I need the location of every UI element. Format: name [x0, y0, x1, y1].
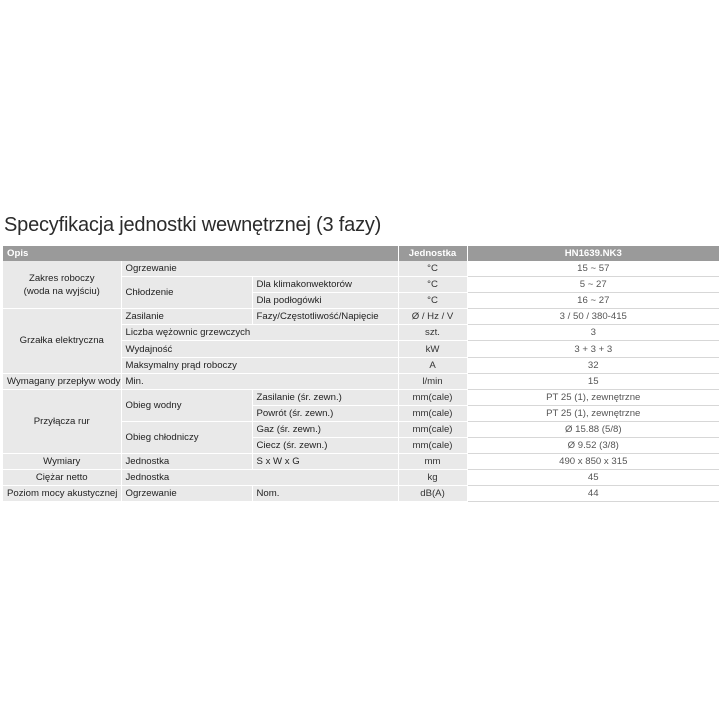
row-unit: mm(cale) — [398, 405, 467, 421]
row-unit: mm — [398, 454, 467, 470]
group-przylacza: Przyłącza rur — [3, 389, 121, 453]
row-value: PT 25 (1), zewnętrzne — [467, 389, 719, 405]
table-row — [3, 373, 719, 389]
row-unit: A — [398, 357, 467, 373]
spec-table — [3, 246, 719, 502]
row-label: Jednostka — [121, 454, 252, 470]
row-unit: mm(cale) — [398, 389, 467, 405]
table-row — [3, 486, 719, 502]
row-sublabel: S x W x G — [252, 454, 398, 470]
header-opis: Opis — [3, 246, 398, 261]
row-label: Ogrzewanie — [121, 486, 252, 502]
row-value: 3 — [467, 325, 719, 341]
row-value: 32 — [467, 357, 719, 373]
row-value: Ø 15.88 (5/8) — [467, 421, 719, 437]
row-label: Jednostka — [121, 470, 398, 486]
row-unit: °C — [398, 293, 467, 309]
row-value: 15 ~ 57 — [467, 261, 719, 277]
row-label: Ciecz (śr. zewn.) — [252, 438, 398, 454]
row-value: 45 — [467, 470, 719, 486]
row-value: PT 25 (1), zewnętrzne — [467, 405, 719, 421]
row-label: Gaz (śr. zewn.) — [252, 421, 398, 437]
row-unit: °C — [398, 261, 467, 277]
group-poziom-mocy: Poziom mocy akustycznej — [3, 486, 121, 502]
row-value: 16 ~ 27 — [467, 293, 719, 309]
row-label: Zasilanie (śr. zewn.) — [252, 389, 398, 405]
table-row — [3, 470, 719, 486]
row-unit: mm(cale) — [398, 421, 467, 437]
group-przeplyw: Wymagany przepływ wody — [3, 373, 121, 389]
row-label: Ogrzewanie — [121, 261, 398, 277]
table-row — [3, 309, 719, 325]
subgroup-chlodzenie: Chłodzenie — [121, 277, 252, 309]
group-grzalka: Grzałka elektryczna — [3, 309, 121, 373]
row-unit: l/min — [398, 373, 467, 389]
table-row — [3, 261, 719, 277]
group-ciezar: Ciężar netto — [3, 470, 121, 486]
table-header-row — [3, 246, 719, 261]
row-label: Maksymalny prąd roboczy — [121, 357, 398, 373]
row-label: Powrót (śr. zewn.) — [252, 405, 398, 421]
row-value: 44 — [467, 486, 719, 502]
row-value: 3 + 3 + 3 — [467, 341, 719, 357]
row-label: Wydajność — [121, 341, 398, 357]
row-value: 3 / 50 / 380-415 — [467, 309, 719, 325]
row-label: Dla podłogówki — [252, 293, 398, 309]
row-value: Ø 9.52 (3/8) — [467, 438, 719, 454]
row-unit: szt. — [398, 325, 467, 341]
header-model: HN1639.NK3 — [467, 246, 719, 261]
table-row — [3, 454, 719, 470]
row-unit: °C — [398, 277, 467, 293]
row-unit: dB(A) — [398, 486, 467, 502]
row-sublabel: Nom. — [252, 486, 398, 502]
header-jednostka: Jednostka — [398, 246, 467, 261]
row-label: Liczba wężownic grzewczych — [121, 325, 398, 341]
row-label: Zasilanie — [121, 309, 252, 325]
group-wymiary: Wymiary — [3, 454, 121, 470]
row-unit: kW — [398, 341, 467, 357]
row-label: Min. — [121, 373, 398, 389]
row-sublabel: Fazy/Częstotliwość/Napięcie — [252, 309, 398, 325]
row-unit: kg — [398, 470, 467, 486]
group-zakres-roboczy: Zakres roboczy (woda na wyjściu) — [3, 261, 121, 309]
row-label: Dla klimakonwektorów — [252, 277, 398, 293]
row-unit: mm(cale) — [398, 438, 467, 454]
row-value: 5 ~ 27 — [467, 277, 719, 293]
table-row — [3, 389, 719, 405]
subgroup-obieg-chlodniczy: Obieg chłodniczy — [121, 421, 252, 453]
subgroup-obieg-wodny: Obieg wodny — [121, 389, 252, 421]
row-unit: Ø / Hz / V — [398, 309, 467, 325]
page-title: Specyfikacja jednostki wewnętrznej (3 fazy) — [4, 214, 382, 236]
row-value: 490 x 850 x 315 — [467, 454, 719, 470]
row-value: 15 — [467, 373, 719, 389]
